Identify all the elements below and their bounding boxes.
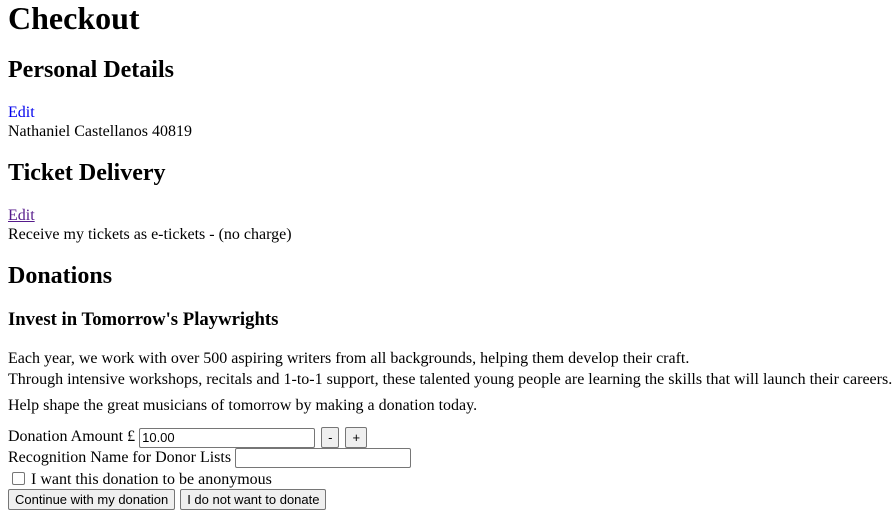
donations-call-to-action: Help shape the great musicians of tomorrow by making a donation today. bbox=[8, 397, 478, 414]
donations-paragraph-line2: Through intensive workshops, recitals and 1-to-1 support, these talented young people are learning the skills that will launch their careers. bbox=[8, 371, 893, 388]
continue-donation-button[interactable]: Continue with my donation bbox=[8, 489, 175, 510]
donations-paragraph-line1: Each year, we work with over 500 aspiring writers from all backgrounds, helping them develop their craft. bbox=[8, 350, 690, 367]
donation-amount-input[interactable] bbox=[139, 428, 315, 448]
donations-heading: Donations bbox=[8, 263, 113, 289]
increment-amount-button[interactable]: + bbox=[345, 427, 367, 448]
personal-details-edit-row bbox=[8, 103, 35, 122]
donation-amount-label: Donation Amount £ bbox=[8, 428, 136, 446]
donation-actions bbox=[8, 489, 326, 510]
personal-details-heading: Personal Details bbox=[8, 57, 174, 83]
recognition-name-input[interactable] bbox=[235, 448, 411, 468]
donation-amount-row bbox=[8, 427, 367, 448]
anonymous-checkbox[interactable] bbox=[12, 472, 25, 485]
personal-details-value: Nathaniel Castellanos 40819 bbox=[8, 123, 192, 140]
anonymous-label: I want this donation to be anonymous bbox=[31, 471, 272, 488]
recognition-name-row bbox=[8, 448, 411, 468]
personal-details-edit-link[interactable]: Edit bbox=[8, 104, 35, 121]
ticket-delivery-value: Receive my tickets as e-tickets - (no charge) bbox=[8, 226, 292, 243]
ticket-delivery-edit-link[interactable]: Edit bbox=[8, 207, 35, 224]
donations-subheading: Invest in Tomorrow's Playwrights bbox=[8, 309, 279, 330]
recognition-name-label: Recognition Name for Donor Lists bbox=[8, 449, 232, 466]
ticket-delivery-heading: Ticket Delivery bbox=[8, 160, 166, 186]
decrement-amount-button[interactable]: - bbox=[321, 427, 339, 448]
decline-donation-button[interactable]: I do not want to donate bbox=[180, 489, 326, 510]
page-title: Checkout bbox=[8, 0, 140, 36]
anonymous-row bbox=[8, 470, 272, 489]
ticket-delivery-edit-row bbox=[8, 206, 35, 225]
